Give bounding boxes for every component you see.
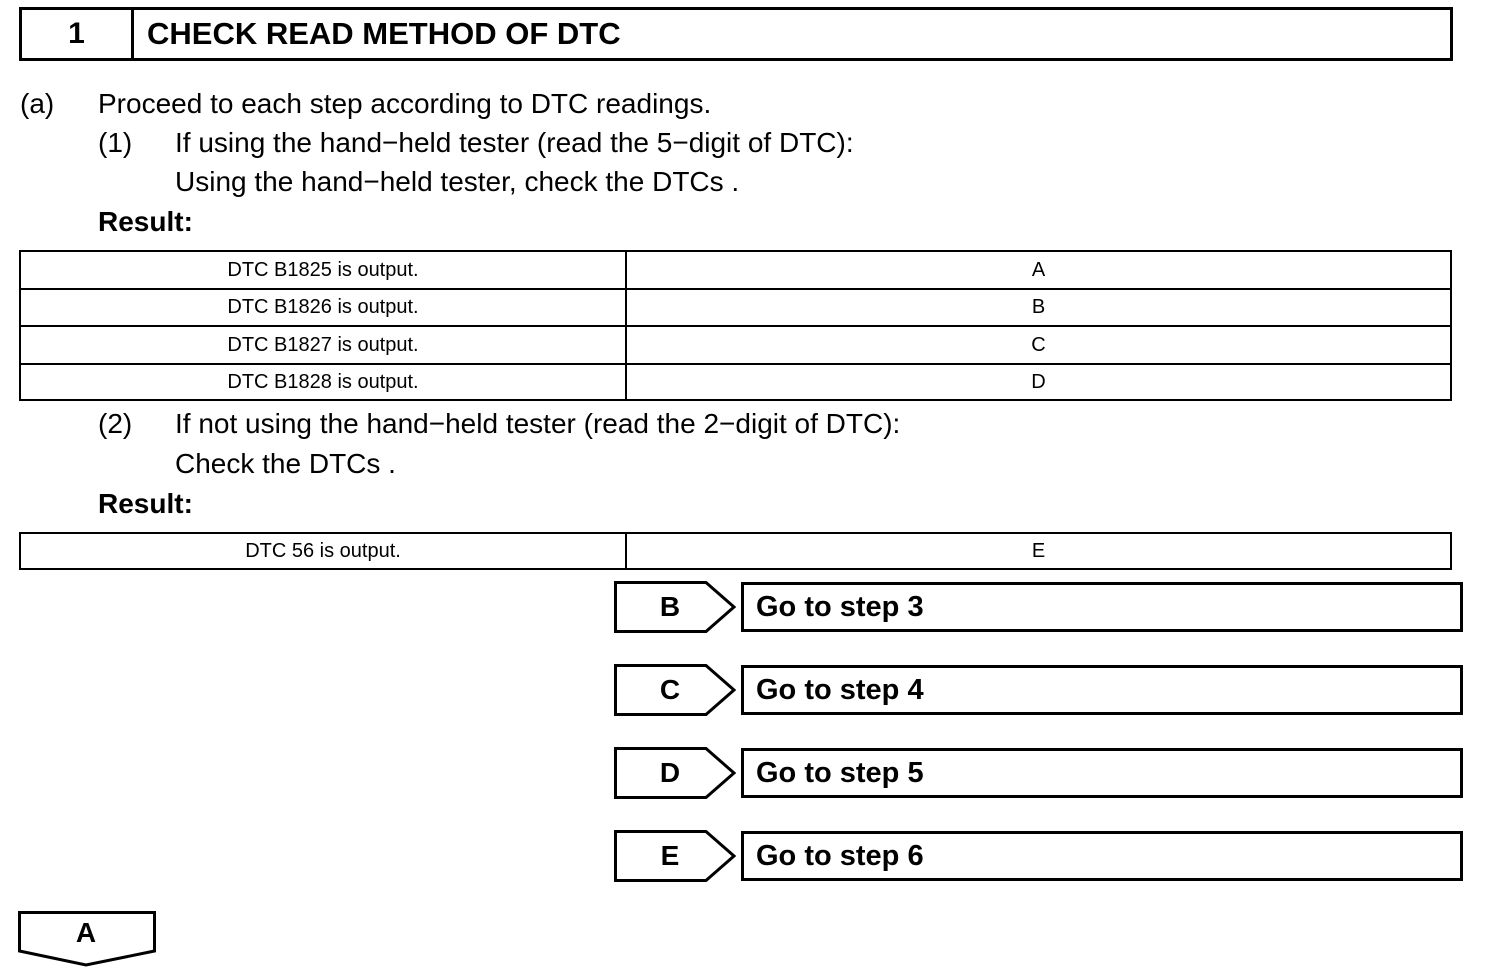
- step-title: CHECK READ METHOD OF DTC: [147, 16, 621, 51]
- result-table-1: [19, 250, 1452, 401]
- condition-cell: DTC B1825 is output.: [20, 251, 626, 289]
- sub2-line2: Check the DTCs .: [175, 448, 396, 479]
- condition-cell: DTC B1826 is output.: [20, 289, 626, 326]
- sub2-line1: If not using the hand−held tester (read the 2−digit of DTC):: [175, 408, 901, 439]
- result-label-1: Result:: [98, 206, 193, 237]
- result-cell: E: [626, 533, 1451, 569]
- branch-goto-step-5: Go to step 5: [741, 748, 1463, 798]
- branch-tag-d: [614, 747, 736, 799]
- result-label-2: Result:: [98, 488, 193, 519]
- continue-tag-label: A: [75, 917, 97, 948]
- step-header: [19, 7, 1453, 61]
- branch-goto-step-4: Go to step 4: [741, 665, 1463, 715]
- table-row: [20, 326, 1451, 364]
- intro-text: Proceed to each step according to DTC readings.: [98, 88, 712, 119]
- condition-cell: DTC B1828 is output.: [20, 364, 626, 400]
- sub1-line1: If using the hand−held tester (read the 5−digit of DTC):: [175, 127, 854, 158]
- branch-tag-label: C: [659, 674, 681, 705]
- sub2-marker: (2): [98, 408, 133, 439]
- condition-cell: DTC 56 is output.: [20, 533, 626, 569]
- sub1-marker: (1): [98, 127, 133, 158]
- result-cell: D: [626, 364, 1451, 400]
- sub1-line2: Using the hand−held tester, check the DTCs .: [175, 166, 740, 197]
- branch-tag-e: [614, 830, 736, 882]
- branch-tag-label: D: [659, 757, 681, 788]
- branch-tag-c: [614, 664, 736, 716]
- result-table-2: [19, 532, 1452, 570]
- result-cell: B: [626, 289, 1451, 326]
- step-number: 1: [22, 10, 134, 58]
- branch-tag-label: E: [660, 840, 680, 871]
- branch-goto-step-6: Go to step 6: [741, 831, 1463, 881]
- table-row: [20, 251, 1451, 289]
- branch-goto-step-3: Go to step 3: [741, 582, 1463, 632]
- table-row: [20, 533, 1451, 569]
- table-row: [20, 289, 1451, 326]
- result-cell: C: [626, 326, 1451, 364]
- condition-cell: DTC B1827 is output.: [20, 326, 626, 364]
- branch-tag-label: B: [659, 591, 681, 622]
- result-cell: A: [626, 251, 1451, 289]
- intro-marker: (a): [20, 88, 55, 119]
- table-row: [20, 364, 1451, 400]
- branch-tag-b: [614, 581, 736, 633]
- continue-tag-a: [18, 911, 156, 967]
